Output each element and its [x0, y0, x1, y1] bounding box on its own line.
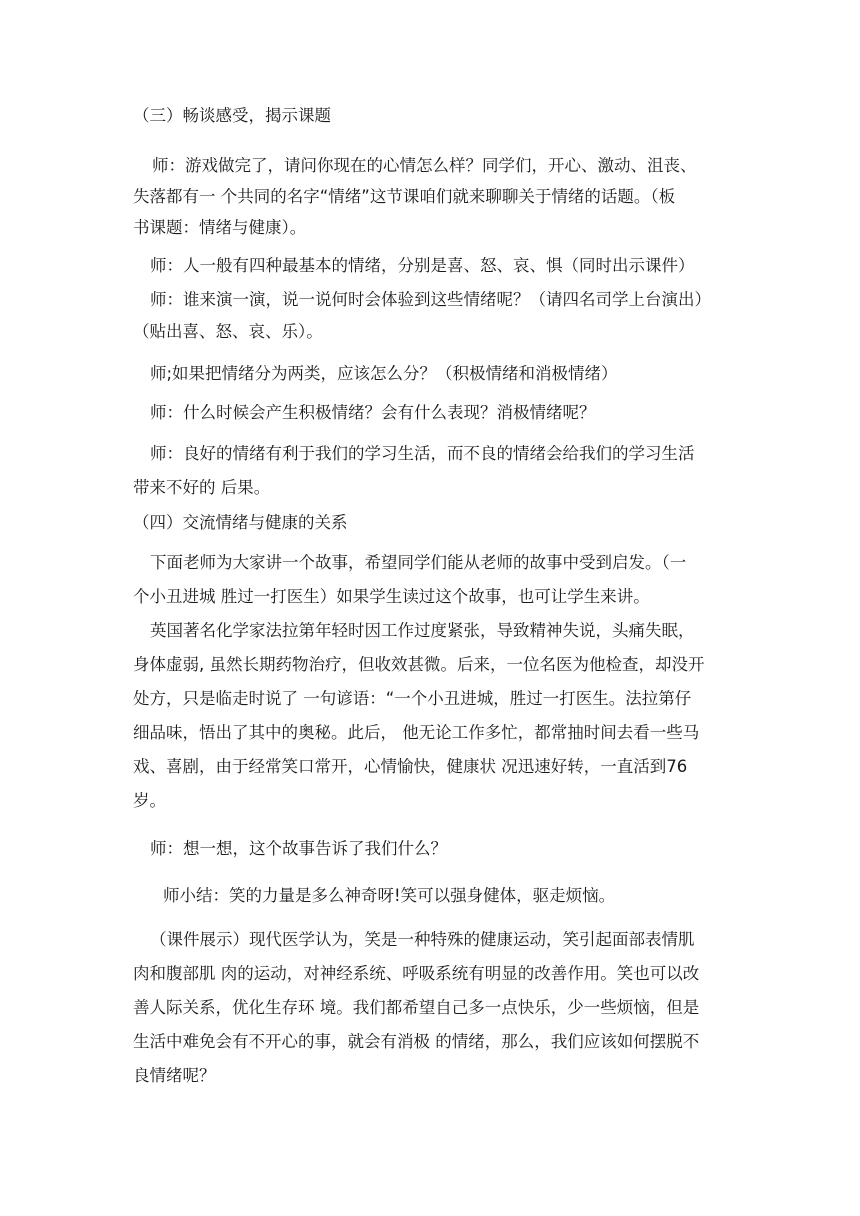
- paragraph-line: 个小丑进城 胜过一打医生）如果学生读过这个故事，也可让学生来讲。: [133, 587, 650, 606]
- paragraph-line: 英国著名化学家法拉第年轻时因工作过度紧张，导致精神失说，头痛失眠，: [150, 621, 695, 640]
- paragraph-line: 师：想一想，这个故事告诉了我们什么？: [150, 839, 447, 858]
- paragraph-line: 带来不好的 后果。: [133, 478, 271, 497]
- paragraph-line: 师：人一般有四种最基本的情绪，分别是喜、怒、哀、惧（同时出示课件）: [150, 256, 695, 275]
- paragraph-line: 善人际关系，优化生存环 境。我们都希望自己多一点快乐，少一些烦恼，但是: [133, 998, 700, 1017]
- paragraph-line: 身体虚弱, 虽然长期药物治疗，但收效甚微。后来，一位名医为他检查，却没开: [133, 655, 705, 674]
- section-heading-4: （四）交流情绪与健康的关系: [133, 513, 348, 532]
- paragraph-line: 岁。: [133, 791, 166, 810]
- paragraph-line: 细品味，悟出了其中的奥秘。此后， 他无论工作多忙，都常抽时间去看一些马: [133, 723, 700, 742]
- paragraph-line: 肉和腹部肌 肉的运动，对神经系统、呼吸系统有明显的改善作用。笑也可以改: [133, 964, 700, 983]
- section-heading-3: （三）畅谈感受，揭示课题: [133, 106, 331, 125]
- paragraph-line: 师：游戏做完了，请问你现在的心情怎么样？同学们，开心、激动、沮丧、: [152, 156, 697, 175]
- paragraph-line: 师小结：笑的力量是多么神奇呀!笑可以强身健体，驱走烦恼。: [163, 886, 616, 905]
- paragraph-line: 下面老师为大家讲一个故事，希望同学们能从老师的故事中受到启发。（一: [150, 553, 687, 572]
- paragraph-line: 处方，只是临走时说了 一句谚语：“一个小丑进城，胜过一打医生。法拉第仔: [133, 689, 692, 708]
- paragraph-line: 书课题：情绪与健康）。: [133, 218, 307, 237]
- paragraph-line: 生活中难免会有不开心的事，就会有消极 的情绪，那么，我们应该如何摆脱不: [133, 1032, 700, 1051]
- paragraph-line: 失落都有一 个共同的名字“情绪”这节课咱们就来聊聊关于情绪的话题。（板: [133, 187, 676, 206]
- paragraph-line: 戏、喜剧，由于经常笑口常开，心情愉快，健康状 况迅速好转，一直活到76: [133, 757, 688, 776]
- paragraph-line: （课件展示）现代医学认为，笑是一种特殊的健康运动，笑引起面部表情肌: [150, 930, 695, 949]
- paragraph-line: （贴出喜、怒、哀、乐）。: [133, 322, 323, 341]
- paragraph-line: 师：什么时候会产生积极情绪？会有什么表现？消极情绪呢？: [150, 403, 596, 422]
- paragraph-line: 师;如果把情绪分为两类，应该怎么分？（积极情绪和消极情绪）: [150, 364, 618, 383]
- paragraph-line: 师：谁来演一演，说一说何时会体验到这些情绪呢？（请四名司学上台演出）: [150, 290, 711, 309]
- paragraph-line: 师：良好的情绪有利于我们的学习生活，而不良的情绪会给我们的学习生活: [150, 444, 695, 463]
- paragraph-line: 良情绪呢？: [133, 1066, 216, 1085]
